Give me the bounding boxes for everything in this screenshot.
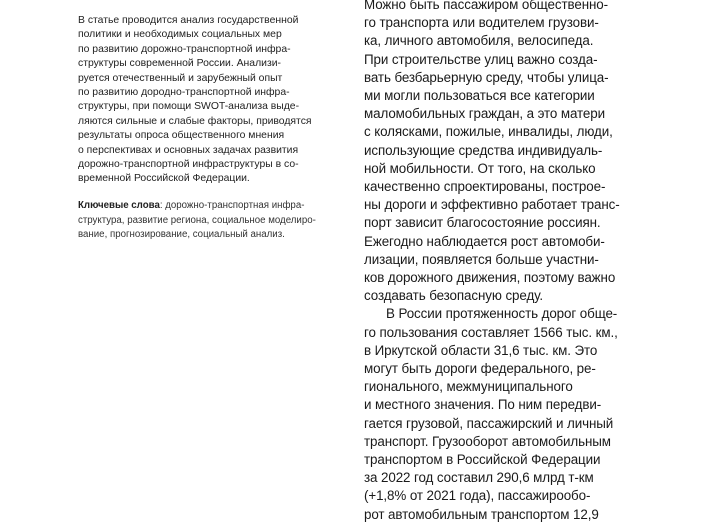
keywords bbox=[78, 199, 346, 243]
body-line: использующие средства индивидуаль- bbox=[364, 142, 603, 158]
abstract-line: о перспективах и основных задачах развития bbox=[78, 144, 299, 156]
body-line: транспорт. Грузооборот автомобильным bbox=[364, 433, 611, 449]
body-line: (+1,8% от 2021 года), пассажирообо- bbox=[364, 488, 591, 504]
keywords-line: структура, развитие региона, социальное моделиро- bbox=[78, 214, 316, 226]
body-line: При строительстве улиц важно созда- bbox=[364, 51, 598, 67]
abstract-line: ляются сильные и слабые факторы, приводятся bbox=[78, 115, 312, 127]
body-line: го пользования составляет 1566 тыс. км., bbox=[364, 324, 618, 340]
body-line: гионального, межмуниципального bbox=[364, 379, 573, 395]
body-line: В России протяженность дорог обще- bbox=[386, 306, 618, 322]
body-line: лизации, появляется больше участни- bbox=[364, 251, 599, 267]
abstract-line: результаты опроса общественного мнения bbox=[78, 130, 285, 142]
body-line: маломобильных граждан, а это матери bbox=[364, 106, 605, 122]
abstract-line: В статье проводится анализ государственной bbox=[78, 15, 299, 26]
body-line: ков дорожного движения, поэтому важно bbox=[364, 270, 616, 286]
body-line: порт зависит благосостояние россиян. bbox=[364, 215, 601, 231]
body-line: в Иркутской области 31,6 тыс. км. Это bbox=[364, 342, 598, 358]
body-line: ка, личного автомобиля, велосипеда. bbox=[364, 33, 594, 49]
abstract-line: структуры, при помощи SWOT-анализа выде- bbox=[78, 101, 300, 113]
body-line: рот автомобильным транспортом 12,9 bbox=[364, 506, 599, 522]
body-line: вать безбарьерную среду, чтобы улица- bbox=[364, 69, 609, 85]
body-paragraph-2 bbox=[364, 305, 636, 523]
keywords-first-line bbox=[78, 199, 346, 214]
body-line: за 2022 год составил 290,6 млрд т-км bbox=[364, 470, 594, 486]
body-text-column bbox=[364, 0, 636, 524]
abstract-line: руется отечественный и зарубежный опыт bbox=[78, 72, 283, 84]
abstract-line: структуры современной России. Анализи- bbox=[78, 58, 281, 70]
body-line: ной мобильности. От того, на сколько bbox=[364, 160, 596, 176]
body-line: могут быть дороги федерального, ре- bbox=[364, 361, 596, 377]
body-line: создавать безопасную среду. bbox=[364, 288, 544, 304]
body-line: ны дороги и эффективно работает транс- bbox=[364, 197, 620, 213]
body-line: транспортом в Российской Федерации bbox=[364, 452, 601, 468]
keywords-label: Ключевые слова bbox=[78, 199, 160, 211]
abstract-line: по развитию дородно-транспортной инфра- bbox=[78, 87, 290, 99]
abstract-line: по развитию дорожно-транспортной инфра- bbox=[78, 43, 291, 55]
body-line: Ежегодно наблюдается рост автомоби- bbox=[364, 233, 605, 249]
body-line: и местного значения. По ним передви- bbox=[364, 397, 602, 413]
body-line: Можно быть пассажиром общественно- bbox=[364, 0, 609, 12]
body-paragraph-1 bbox=[364, 0, 636, 305]
keywords-text: : дорожно-транспортная инфра- bbox=[159, 199, 305, 211]
abstract-text bbox=[78, 14, 346, 187]
body-line: качественно спроектированы, построе- bbox=[364, 179, 606, 195]
abstract-block bbox=[78, 14, 346, 243]
body-line: ми могли пользоваться все категории bbox=[364, 88, 595, 104]
abstract-line: временной Российской Федерации. bbox=[78, 173, 250, 185]
body-line: го транспорта или водителем грузови- bbox=[364, 15, 599, 31]
body-line: с колясками, пожилые, инвалиды, люди, bbox=[364, 124, 613, 140]
abstract-line: политики и необходимых социальных мер bbox=[78, 29, 282, 41]
body-line: гается грузовой, пассажирский и личный bbox=[364, 415, 614, 431]
abstract-line: дорожно-транспортной инфраструктуры в со- bbox=[78, 159, 299, 171]
keywords-line: вание, прогнозирование, социальный анализ. bbox=[78, 229, 285, 241]
